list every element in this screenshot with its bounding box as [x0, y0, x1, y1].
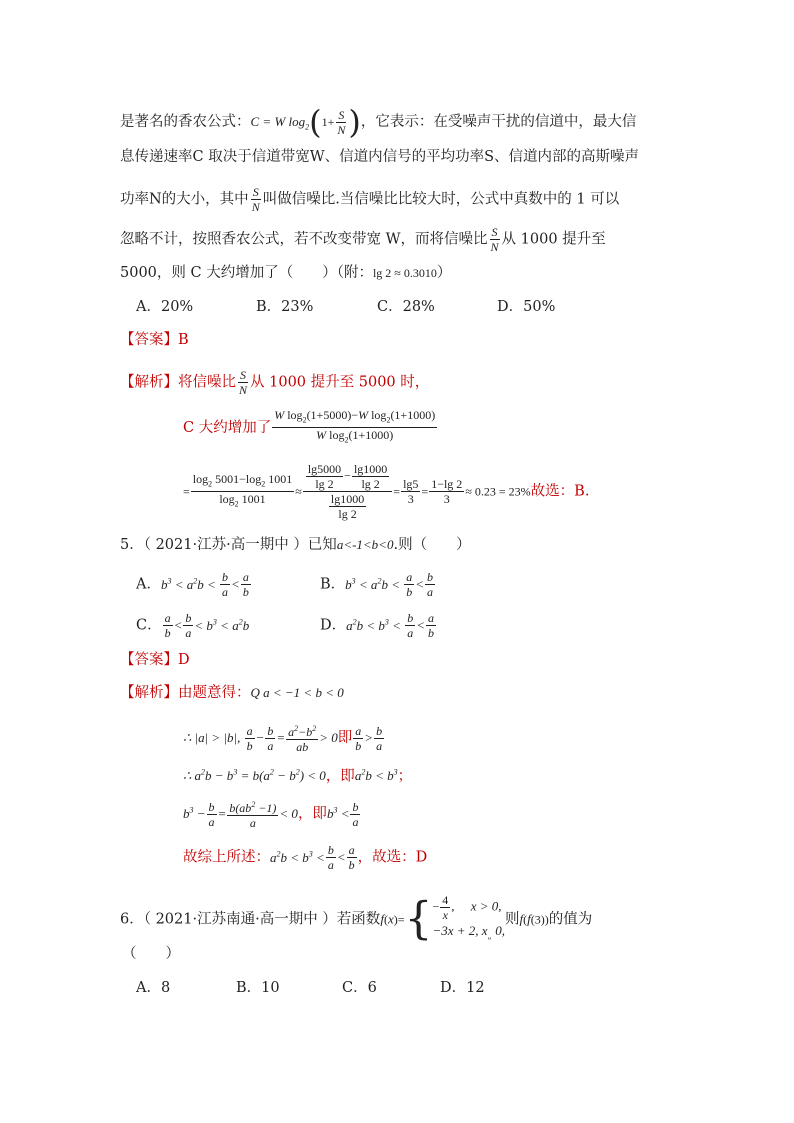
conclusion: 故选：B.: [530, 483, 590, 500]
q5-stem: [120, 535, 471, 555]
analysis-text: 将信噪比: [178, 374, 236, 391]
shannon-formula: C = W $\log_2$: [250, 114, 310, 132]
answer-value: D: [178, 652, 190, 668]
q5-analysis-step2: ∴ $a^2b - b^3 = b(a^2 - b^2) < 0$，即$a^2b < b^3$；: [183, 768, 413, 785]
q4-line1: 是著名的香农公式：C = W $\log_2(1+$ $\frac{S}{N}$ )，它表示：在受噪声干扰的信道中，最大信: [120, 103, 637, 141]
analysis-text: 由题意得：: [178, 685, 251, 701]
option-label: C．: [136, 617, 162, 634]
analysis-text: C 大约增加了: [183, 419, 272, 436]
analysis-text: ；: [397, 768, 413, 785]
q4-text: 叫做信噪比.当信噪比比较大时，公式中真数中的 1 可以: [262, 191, 620, 208]
analysis-text: 故综上所述：: [183, 849, 270, 866]
q4-analysis-step1: C 大约增加了 $\frac{W \log_2(1+5000)-W \log_2(1+1000)}{W \log_2(1+1000)}$: [183, 408, 436, 445]
q4-answer: [120, 330, 189, 350]
answer-tag: 【答案】: [120, 332, 178, 348]
q5-text: 5．（ 2021·江苏·高一期中 ）已知: [120, 537, 337, 553]
analysis-text: ，故选：D: [357, 849, 428, 866]
q5-option-c[interactable]: C． $\frac{a}{b}$ < $\frac{b}{a}$ < $b^3 < a^2b$: [136, 611, 250, 640]
q4-option-b[interactable]: B．23%: [256, 299, 314, 315]
q5-option-d[interactable]: D．$a^2b < b^3$ < $\frac{b}{a}$ < $\frac{a}{b}$: [320, 611, 434, 640]
piecewise-function: − $\frac{4}{x}$ , x > 0, −3x + 2, $x_„$ 0,: [432, 893, 506, 941]
option-label: B．: [320, 576, 346, 593]
q5-answer: [120, 650, 190, 670]
q4-text: ）: [436, 265, 452, 281]
q4-analysis-step2: = $\frac{\log_2 5001-\log_2 1001}{\log_2 1001}$ ≈ $\frac{\lg 5000}{\lg 2}$ − $\frac{\lg 1000}{\lg 2}$ $\frac{\lg 1000}{\lg 2}$ = $\frac{\lg 5}{3}$ = $\frac{1-\lg 2}{3}$ ≈ 0.23 = 23%故选：B.: [183, 462, 590, 521]
q5-analysis: 【解析】由题意得：Q a < −1 < b < 0: [120, 685, 344, 701]
q5-condition: a<-1<b<0: [336, 537, 394, 552]
analysis-tag: 【解析】: [120, 374, 178, 391]
q4-line2: 息传递速率C 取决于信道带宽W、信道内信号的平均功率S、信道内部的高斯噪声: [120, 149, 640, 165]
q4-text: ，它表示：在受噪声干扰的信道中，最大信: [360, 114, 637, 130]
analysis-text: ，即: [297, 806, 327, 822]
q4-line3: 功率N的大小，其中 $\frac{S}{N}$ 叫做信噪比.当信噪比比较大时，公式中真数中的 1 可以: [120, 185, 620, 214]
q6-text: 6．（ 2021·江苏南通·高一期中 ）若函数: [120, 911, 381, 928]
q6-option-b[interactable]: B．10: [236, 980, 280, 996]
analysis-tag: 【解析】: [120, 685, 178, 701]
q4-line5: [120, 263, 451, 283]
analysis-text: 从 1000 提升至 5000 时，: [250, 374, 430, 391]
q6-text: 的值为: [548, 911, 593, 928]
q4-text: 忽略不计，按照香农公式，若不改变带宽 W，而将信噪比: [120, 231, 488, 248]
q4-option-a[interactable]: A．20%: [136, 299, 194, 315]
q5-option-a[interactable]: A．$b^3 < a^2b$ < $\frac{b}{a}$ < $\frac{a}{b}$: [136, 570, 249, 599]
q4-line4: 忽略不计，按照香农公式，若不改变带宽 W，而将信噪比 $\frac{S}{N}$ 从 1000 提升至: [120, 225, 606, 254]
q5-option-b[interactable]: B．$b^3 < a^2b$ < $\frac{a}{b}$ < $\frac{b}{a}$: [320, 570, 433, 599]
q5-summary: 故综上所述：$a^2b < b^3$ < $\frac{b}{a}$ < $\frac{a}{b}$ ，故选：D: [183, 843, 428, 872]
q6-text: 则: [505, 911, 520, 928]
q4-text: 是著名的香农公式：: [120, 114, 251, 130]
q5-text: .则（ ）: [393, 537, 471, 553]
option-label: D．: [320, 617, 347, 634]
option-label: A．: [136, 576, 161, 593]
q6-stem: 6．（ 2021·江苏南通·高一期中 ）若函数f(x)={ − $\frac{4}{x}$ , x > 0, −3x + 2, $x_„$ 0, 则f(f(3))的值为: [120, 893, 593, 945]
q4-option-d[interactable]: D．50%: [497, 299, 556, 315]
log-hint: lg 2 ≈ 0.3010: [372, 266, 437, 280]
q6-paren: （ ）: [122, 946, 180, 962]
answer-value: B: [178, 332, 189, 348]
q5-analysis-step3: $b^3$ − $\frac{b}{a}$ = $\frac{b(ab^2 -1)}{a}$ < 0，即$b^3$ < $\frac{b}{a}$: [183, 799, 359, 830]
q6-option-d[interactable]: D．12: [440, 980, 485, 996]
q6-option-c[interactable]: C．6: [342, 980, 377, 996]
q4-text: 5000，则 C 大约增加了（ ）（附：: [120, 265, 373, 281]
q4-text: 从 1000 提升至: [501, 231, 606, 248]
q5-analysis-step1: ∴ |a| > |b|, $\frac{a}{b}$ − $\frac{b}{a}$ = $\frac{a^2-b^2}{ab}$ > 0即 $\frac{a}{b}$ > $\frac{b}{a}$: [183, 723, 383, 754]
q4-option-c[interactable]: C．28%: [377, 299, 435, 315]
q6-option-a[interactable]: A．8: [136, 980, 171, 996]
q4-analysis: 【解析】将信噪比 $\frac{S}{N}$ 从 1000 提升至 5000 时，: [120, 368, 430, 397]
analysis-text: ，即: [325, 768, 355, 785]
q4-text: 功率N的大小，其中: [120, 191, 249, 208]
analysis-text: 即: [337, 730, 353, 746]
answer-tag: 【答案】: [120, 652, 178, 668]
